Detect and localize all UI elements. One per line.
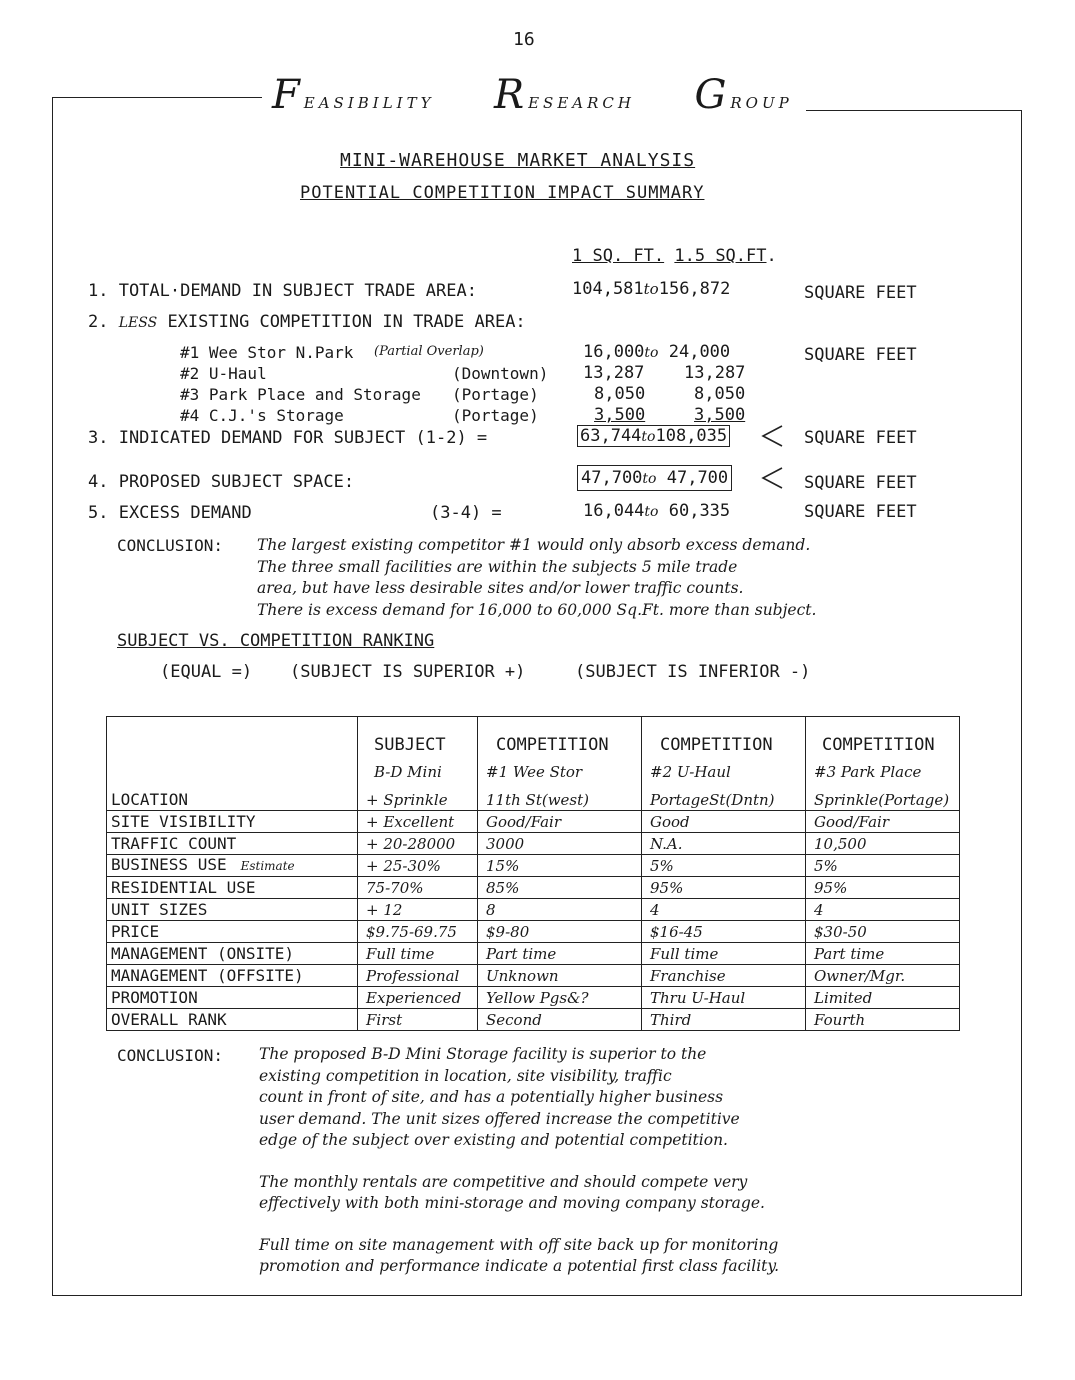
table-cell: Full time	[642, 943, 806, 965]
table-row	[107, 965, 960, 987]
row-label	[107, 921, 358, 943]
frame-bottom	[52, 1295, 1022, 1296]
table-cell: Sprinkle(Portage)	[806, 789, 960, 811]
row-label-text: OVERALL RANK	[111, 1009, 227, 1029]
table-cell: Thru U-Haul	[642, 987, 806, 1009]
ranking-legend-inferior: (SUBJECT IS INFERIOR -)	[575, 662, 811, 682]
competitor-1-note: (Partial Overlap)	[374, 344, 484, 359]
col-sub-competition-3: #3 Park Place	[806, 755, 960, 789]
line-4-label: 4. PROPOSED SUBJECT SPACE:	[88, 472, 355, 492]
row-label-text: UNIT SIZES	[111, 899, 208, 919]
competitor-2-name: #2 U-Haul	[180, 364, 267, 383]
col-title-competition-1: COMPETITION	[478, 717, 642, 755]
row-label-note: Estimate	[240, 859, 295, 873]
frame-top-right	[806, 110, 1022, 111]
table-cell: 4	[642, 899, 806, 921]
frame-right	[1021, 110, 1022, 1295]
table-cell: Good	[642, 811, 806, 833]
row-label-text: LOCATION	[111, 789, 189, 809]
line-5-label: 5. EXCESS DEMAND	[88, 503, 252, 523]
table-cell: Owner/Mgr.	[806, 965, 960, 987]
table-cell: 75-70%	[358, 877, 478, 899]
row-label-text: TRAFFIC COUNT	[111, 833, 237, 853]
table-cell: First	[358, 1009, 478, 1031]
conclusion-1-text	[257, 535, 816, 621]
conclusion-1-line: The three small facilities are within the subjects 5 mile trade	[257, 557, 738, 576]
ranking-table	[106, 716, 960, 1031]
conclusion-2-line: count in front of site, and has a potentially higher business	[259, 1088, 724, 1106]
row-label-text: SITE VISIBILITY	[111, 811, 256, 831]
row-label	[107, 987, 358, 1009]
frame-top-left	[52, 97, 262, 98]
header-blank	[107, 717, 358, 755]
table-row	[107, 899, 960, 921]
conclusion-2-label: CONCLUSION:	[117, 1046, 223, 1065]
line-5-formula: (3-4) =	[430, 503, 502, 523]
page-subtitle: POTENTIAL COMPETITION IMPACT SUMMARY	[300, 183, 705, 203]
conclusion-2-line: effectively with both mini-storage and moving company storage.	[259, 1194, 765, 1212]
table-cell: 11th St(west)	[478, 789, 642, 811]
col-sub-competition-1: #1 Wee Stor	[478, 755, 642, 789]
table-cell: Good/Fair	[478, 811, 642, 833]
table-cell: + 25-30%	[358, 855, 478, 877]
table-cell: Second	[478, 1009, 642, 1031]
table-row	[107, 1009, 960, 1031]
conclusion-2-line: existing competition in location, site visibility, traffic	[259, 1066, 672, 1085]
ranking-legend-equal: (EQUAL =)	[160, 662, 253, 682]
competitor-4-name: #4 C.J.'s Storage	[180, 406, 344, 425]
table-cell: + 12	[358, 899, 478, 921]
table-cell: Professional	[358, 965, 478, 987]
col-title-subject: SUBJECT	[358, 717, 478, 755]
conclusion-2-line: promotion and performance indicate a potential first class facility.	[259, 1257, 780, 1275]
competitor-4-loc: (Portage)	[452, 406, 539, 425]
table-row	[107, 855, 960, 877]
line-1-label: 1. TOTAL·DEMAND IN SUBJECT TRADE AREA:	[88, 281, 477, 301]
header-research: ESEARCH	[528, 94, 635, 112]
row-label	[107, 899, 358, 921]
header-f: F	[272, 72, 304, 118]
table-cell: Franchise	[642, 965, 806, 987]
table-cell: Part time	[806, 943, 960, 965]
row-label	[107, 877, 358, 899]
table-cell: Limited	[806, 987, 960, 1009]
table-cell: $16-45	[642, 921, 806, 943]
row-label	[107, 811, 358, 833]
table-cell: 8	[478, 899, 642, 921]
col-head-1sqft: 1 SQ. FT.	[572, 246, 665, 266]
competitor-2-loc: (Downtown)	[452, 364, 549, 383]
competitor-1-values: 16,000to 24,000	[583, 342, 731, 362]
conclusion-2-line: The proposed B-D Mini Storage facility is superior to the	[259, 1045, 707, 1063]
conclusion-1-label: CONCLUSION:	[117, 536, 223, 555]
header-logo	[272, 72, 793, 118]
header-group: ROUP	[730, 94, 793, 112]
competitor-2-val: 13,287	[583, 363, 645, 383]
conclusion-2-line: user demand. The unit sizes offered increase the competitive	[259, 1109, 740, 1128]
conclusion-2-line: Full time on site management with off site back up for monitoring	[259, 1235, 779, 1254]
header-feasibility: EASIBILITY	[303, 94, 435, 112]
line-5-unit: SQUARE FEET	[804, 502, 917, 522]
table-cell: 4	[806, 899, 960, 921]
conclusion-2-line: The monthly rentals are competitive and should compete very	[259, 1172, 748, 1191]
line-3-values: 63,744to108,035	[577, 425, 730, 447]
row-label-text: MANAGEMENT (ONSITE)	[111, 943, 295, 963]
table-cell: 10,500	[806, 833, 960, 855]
table-cell: 3000	[478, 833, 642, 855]
conclusion-2-text	[259, 1044, 779, 1278]
competitor-4-val: 3,500	[594, 405, 646, 425]
column-heads	[572, 246, 777, 266]
table-row	[107, 789, 960, 811]
line-5-values: 16,044to 60,335	[583, 501, 731, 521]
competitor-3-val2: 8,050	[694, 384, 746, 404]
page-number: 16	[513, 29, 535, 50]
table-cell: + 20-28000	[358, 833, 478, 855]
line-4-unit: SQUARE FEET	[804, 473, 917, 493]
table-cell: PortageSt(Dntn)	[642, 789, 806, 811]
table-cell: $9.75-69.75	[358, 921, 478, 943]
col-head-15sqft: 1.5 SQ.FT	[674, 246, 767, 266]
competitor-1-name: #1 Wee Stor N.Park	[180, 343, 354, 362]
line-3-label: 3. INDICATED DEMAND FOR SUBJECT (1-2) =	[88, 428, 488, 448]
conclusion-1-line: The largest existing competitor #1 would only absorb excess demand.	[257, 536, 811, 554]
table-cell: + Sprinkle	[358, 789, 478, 811]
row-label	[107, 1009, 358, 1031]
line-2-label: 2. LESS EXISTING COMPETITION IN TRADE AREA:	[88, 312, 526, 332]
table-cell: 5%	[642, 855, 806, 877]
row-label	[107, 965, 358, 987]
row-label	[107, 943, 358, 965]
table-cell: Fourth	[806, 1009, 960, 1031]
competitor-3-val: 8,050	[594, 384, 646, 404]
competitor-2-val2: 13,287	[684, 363, 746, 383]
line-3-unit: SQUARE FEET	[804, 428, 917, 448]
competitor-3-name: #3 Park Place and Storage	[180, 385, 421, 404]
left-arrow-icon	[760, 466, 786, 490]
header-r: R	[493, 72, 529, 118]
ranking-legend-superior: (SUBJECT IS SUPERIOR +)	[290, 662, 526, 682]
competitor-3-loc: (Portage)	[452, 385, 539, 404]
conclusion-1-line: There is excess demand for 16,000 to 60,000 Sq.Ft. more than subject.	[257, 600, 817, 619]
row-label-text: BUSINESS USE	[111, 855, 227, 874]
table-row	[107, 921, 960, 943]
table-cell: $30-50	[806, 921, 960, 943]
table-cell: Full time	[358, 943, 478, 965]
conclusion-1-line: area, but have less desirable sites and/or lower traffic counts.	[257, 579, 744, 597]
line-1-unit: SQUARE FEET	[804, 283, 917, 303]
table-row	[107, 987, 960, 1009]
table-row	[107, 877, 960, 899]
col-title-competition-3: COMPETITION	[806, 717, 960, 755]
table-cell: Third	[642, 1009, 806, 1031]
table-cell: 85%	[478, 877, 642, 899]
competitor-1-unit: SQUARE FEET	[804, 345, 917, 365]
row-label-text: PRICE	[111, 921, 160, 941]
row-label	[107, 789, 358, 811]
table-cell: N.A.	[642, 833, 806, 855]
table-cell: Part time	[478, 943, 642, 965]
table-cell: Good/Fair	[806, 811, 960, 833]
conclusion-2-line: edge of the subject over existing and potential competition.	[259, 1131, 728, 1149]
table-cell: 15%	[478, 855, 642, 877]
col-head-dot: .	[766, 246, 777, 266]
table-cell: Experienced	[358, 987, 478, 1009]
row-label-text: RESIDENTIAL USE	[111, 877, 256, 897]
page-title: MINI-WAREHOUSE MARKET ANALYSIS	[340, 150, 696, 171]
table-cell: 95%	[806, 877, 960, 899]
competitor-4-val2: 3,500	[694, 405, 746, 425]
table-cell: Yellow Pgs&?	[478, 987, 642, 1009]
left-arrow-icon	[760, 424, 786, 448]
table-cell: 95%	[642, 877, 806, 899]
col-title-competition-2: COMPETITION	[642, 717, 806, 755]
col-sub-subject: B-D Mini	[358, 755, 478, 789]
row-label-text: PROMOTION	[111, 987, 198, 1007]
table-cell: 5%	[806, 855, 960, 877]
table-cell: Unknown	[478, 965, 642, 987]
line-4-values: 47,700to 47,700	[577, 465, 732, 491]
table-row	[107, 943, 960, 965]
row-label	[107, 855, 358, 877]
table-row	[107, 811, 960, 833]
frame-left	[52, 97, 53, 1295]
line-1-values: 104,581to156,872	[572, 279, 731, 299]
table-row	[107, 833, 960, 855]
row-label-text: MANAGEMENT (OFFSITE)	[111, 965, 304, 985]
table-cell: + Excellent	[358, 811, 478, 833]
ranking-title: SUBJECT VS. COMPETITION RANKING	[117, 631, 435, 651]
row-label	[107, 833, 358, 855]
header-g: G	[694, 72, 731, 118]
table-cell: $9-80	[478, 921, 642, 943]
col-sub-competition-2: #2 U-Haul	[642, 755, 806, 789]
